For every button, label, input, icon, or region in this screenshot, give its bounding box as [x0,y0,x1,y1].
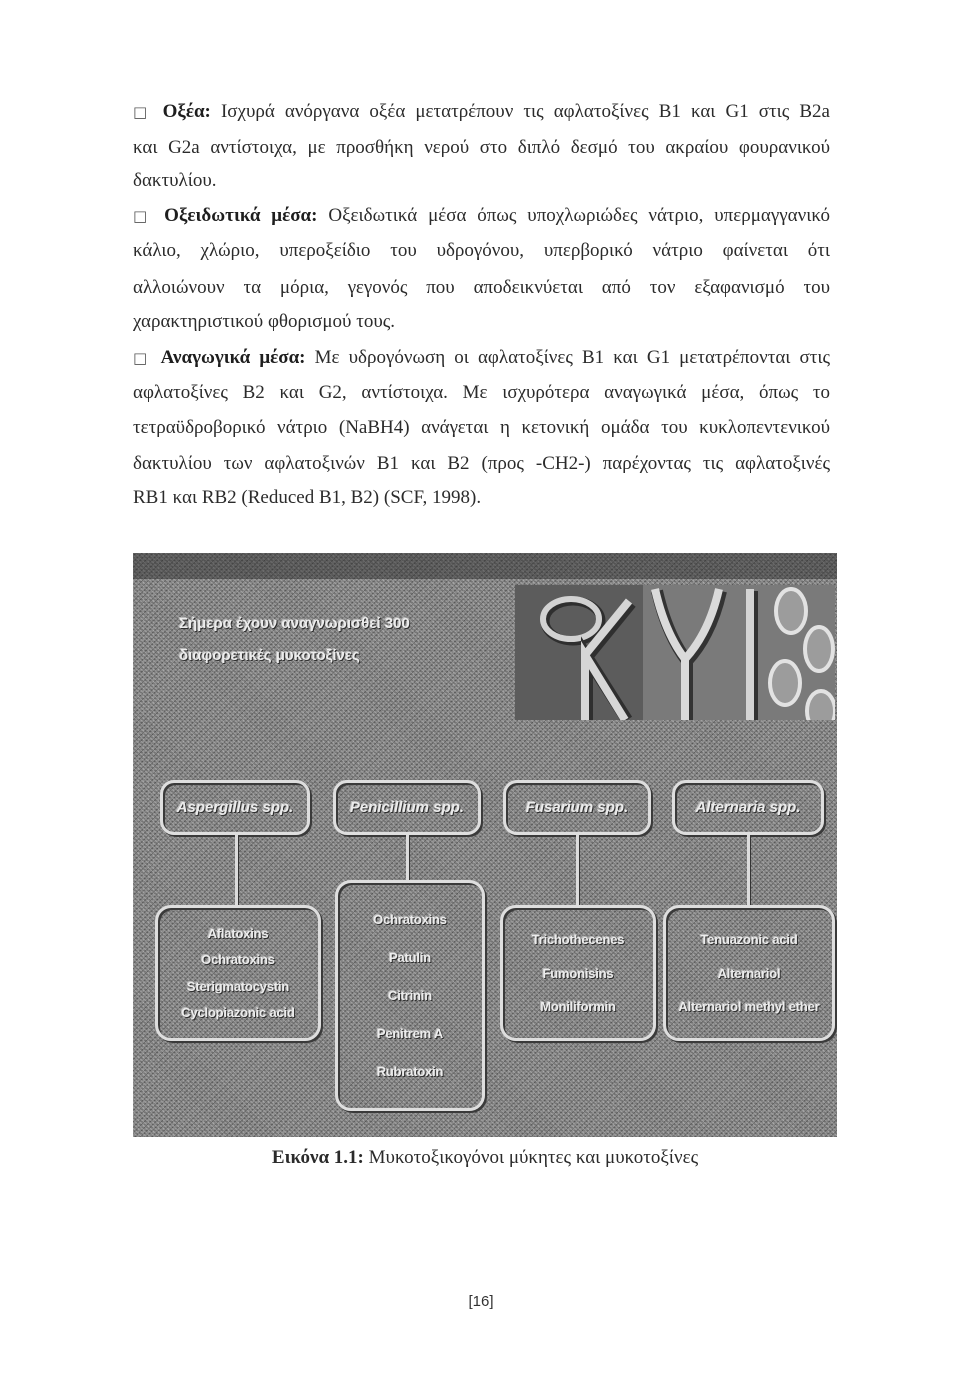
oxidizing-text: Οξειδωτικά μέσα όπως υποχλωριώδες νάτριο, υπερμαγγανικό [328,205,830,226]
figure-title-line-1: Σήμερα έχουν αναγνωρισθεί 300 [179,615,410,632]
paragraph-reducing-line-4: δακτυλίου των αφλατοξινών B1 και B2 (προς -CH2-) παρέχοντας τις αφλατοξινές [133,453,830,474]
genus-name: Penicillium spp. [349,799,465,816]
paragraph-oxidizing-line-4: χαρακτηριστικού φθορισμού τους. [133,311,396,332]
paragraph-oxidizing-line-2: κάλιο, χλώριο, υπεροξείδιο του υδρογόνου, υπερβορικό νάτριο φαίνεται ότι [133,240,830,261]
genus-box-penicillium [333,780,481,835]
toxin-box-aspergillus [155,905,321,1041]
toxin-name: Cyclopiazonic acid [181,1005,295,1021]
alternaria-spore-shape [770,661,800,705]
bullet-box-icon: □ [133,207,154,225]
genus-box-alternaria [672,780,824,835]
toxin-name: Patulin [389,950,431,965]
reducing-text: Με υδρογόνωση οι αφλατοξίνες B1 και G1 μετατρέπονται στις [314,347,830,368]
paragraph-reducing-line-5: RB1 και RB2 (Reduced B1, B2) (SCF, 1998). [133,487,482,508]
reducing-label: Αναγωγικά μέσα: [160,347,306,368]
paragraph-acids-line-3: δακτυλίου. [133,170,217,191]
caption-text: Μυκοτοξικογόνοι μύκητες και μυκοτοξίνες [368,1147,699,1168]
toxin-box-penicillium [335,880,485,1111]
fungi-illustration [515,585,835,720]
figure-top-band [133,553,837,579]
alternaria-spore-shape [776,589,806,633]
toxin-name: Tenuazonic acid [700,932,798,948]
paragraph-acids-line-1 [133,101,830,125]
genus-name: Fusarium spp. [525,799,629,816]
page-number: [16] [468,1293,494,1310]
toxin-name: Rubratoxin [376,1064,444,1079]
oxidizing-label: Οξειδωτικά μέσα: [164,205,318,226]
alternaria-spore-shape [805,627,833,671]
genus-name: Aspergillus spp. [176,799,294,816]
connector-line [576,835,579,905]
paragraph-reducing-line-1 [133,347,830,371]
toxin-name: Aflatoxins [207,925,269,941]
toxin-name: Moniliformin [540,998,616,1014]
connector-line [747,835,750,905]
figure-title-line-2: διαφορετικές μυκοτοξίνες [179,647,360,664]
bullet-box-icon: □ [133,349,152,367]
acids-label: Οξέα: [162,101,211,122]
toxin-name: Fumonisins [542,965,614,981]
mycotoxin-figure [133,553,837,1137]
caption-label: Εικόνα 1.1: [271,1147,364,1168]
toxin-box-fusarium [500,905,656,1041]
paragraph-reducing-line-3: τετραϋδροβορικό νάτριο (NaBH4) ανάγεται η κετονική ομάδα του κυκλοπεντενικού [133,417,830,438]
toxin-name: Alternariol methyl ether [678,998,820,1014]
toxin-box-alternaria [663,905,835,1041]
figure-caption [133,1147,837,1169]
toxin-name: Penitrem A [376,1026,444,1041]
toxin-name: Citrinin [388,988,432,1003]
paragraph-oxidizing-line-1 [133,205,830,229]
toxin-name: Trichothecenes [531,932,625,948]
paragraph-oxidizing-line-3: αλλοιώνουν τα μόρια, γεγονός που αποδεικνύεται από τον εξαφανισμό του [133,277,830,298]
bullet-box-icon: □ [133,103,153,121]
connector-line [235,835,238,905]
paragraph-reducing-line-2: αφλατοξίνες B2 και G2, αντίστοιχα. Με ισχυρότερα αναγωγικά μέσα, όπως το [133,382,830,403]
toxin-name: Ochratoxins [373,912,447,927]
connector-line [406,835,409,880]
acids-text: Ισχυρά ανόργανα οξέα μετατρέπουν τις αφλατοξίνες B1 και G1 στις B2a [220,101,830,122]
genus-name: Alternaria spp. [695,799,801,816]
toxin-name: Ochratoxins [201,952,275,968]
genus-box-aspergillus [160,780,310,835]
toxin-name: Alternariol [717,965,781,981]
genus-box-fusarium [503,780,651,835]
alternaria-spore-shape [807,691,835,720]
toxin-name: Sterigmatocystin [186,978,290,994]
paragraph-acids-line-2: και G2a αντίστοιχα, με προσθήκη νερού στο διπλό δεσμό του ακραίου φουρανικού [133,137,830,158]
